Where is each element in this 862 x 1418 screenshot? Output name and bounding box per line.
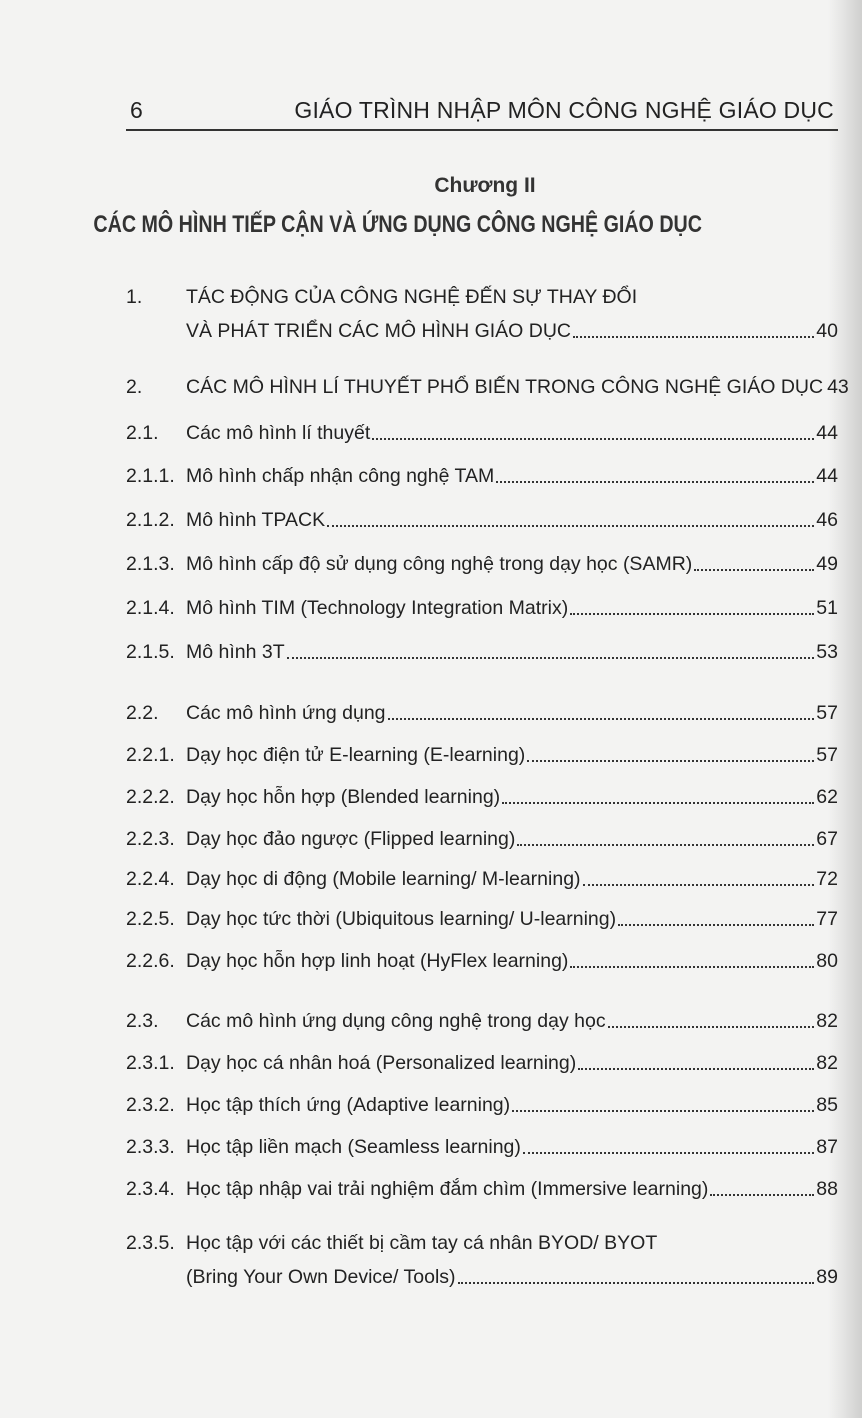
toc-entry-line	[186, 1136, 838, 1159]
dot-leader	[287, 656, 815, 659]
toc-entry-line	[186, 702, 838, 725]
toc-entry-number: 2.1.3.	[126, 553, 175, 575]
toc-entry-line	[186, 1266, 838, 1289]
toc-entry-number: 2.1.5.	[126, 641, 175, 663]
toc-entry-page: 46	[816, 509, 838, 531]
dot-leader	[517, 843, 814, 846]
dot-leader	[608, 1025, 815, 1028]
toc-entry-number: 2.2.	[126, 702, 159, 724]
toc-entry-title: CÁC MÔ HÌNH LÍ THUYẾT PHỔ BIẾN TRONG CÔNG NGHỆ GIÁO DỤC	[186, 376, 824, 398]
toc-entry-page: 43	[827, 376, 849, 398]
toc-entry-line	[186, 786, 838, 809]
toc-entry-title: Dạy học hỗn hợp (Blended learning)	[186, 786, 501, 808]
toc-entry-title: Học tập nhập vai trải nghiệm đắm chìm (Immersive learning)	[186, 1178, 709, 1200]
toc-entry-title: Học tập liền mạch (Seamless learning)	[186, 1136, 521, 1158]
toc-entry	[126, 1010, 838, 1044]
dot-leader	[458, 1281, 815, 1284]
toc-entry-title: Mô hình 3T	[186, 641, 285, 663]
toc-entry-number: 2.2.5.	[126, 908, 175, 930]
toc-entry-number: 2.2.3.	[126, 828, 175, 850]
toc-entry-title: Dạy học điện tử E-learning (E-learning)	[186, 744, 526, 766]
dot-leader	[570, 965, 814, 968]
toc-entry-title: Các mô hình lí thuyết	[186, 422, 371, 444]
toc-entry-line	[186, 1232, 838, 1255]
toc-entry	[126, 597, 838, 631]
toc-entry-line	[186, 286, 838, 309]
toc-entry	[126, 286, 838, 354]
toc-entry	[126, 744, 838, 778]
toc-entry-page: 87	[816, 1136, 838, 1158]
toc-entry-page: 57	[816, 744, 838, 766]
toc-entry-page: 80	[816, 950, 838, 972]
toc-entry-page: 44	[816, 422, 838, 444]
toc-entry-page: 62	[816, 786, 838, 808]
toc-entry-line	[186, 553, 838, 576]
toc-entry-number: 2.3.	[126, 1010, 159, 1032]
toc-entry-page: 51	[816, 597, 838, 619]
toc-entry-title: Mô hình chấp nhận công nghệ TAM	[186, 465, 495, 487]
toc-entry	[126, 553, 838, 587]
toc-entry-line	[186, 828, 838, 851]
dot-leader	[573, 335, 814, 338]
toc-entry-number: 2.3.2.	[126, 1094, 175, 1116]
dot-leader	[583, 883, 815, 886]
toc-entry-page: 89	[816, 1266, 838, 1288]
dot-leader	[578, 1067, 814, 1070]
dot-leader	[372, 437, 814, 440]
toc-entry-number: 2.	[126, 376, 143, 398]
chapter-label: Chương II	[434, 174, 536, 197]
toc-entry-page: 53	[816, 641, 838, 663]
toc-entry-title: Dạy học hỗn hợp linh hoạt (HyFlex learning)	[186, 950, 569, 972]
toc-entry-title: Học tập với các thiết bị cầm tay cá nhân BYOD/ BYOT	[186, 1232, 658, 1254]
toc-entry-line	[186, 1094, 838, 1117]
toc-entry-number: 2.1.2.	[126, 509, 175, 531]
dot-leader	[327, 524, 814, 527]
toc-entry-line	[186, 868, 838, 891]
toc-entry-title: Các mô hình ứng dụng	[186, 702, 386, 724]
toc-entry-line	[186, 1178, 838, 1201]
toc-entry-line	[186, 950, 838, 973]
toc-entry-number: 1.	[126, 286, 143, 308]
toc-entry-number: 2.3.4.	[126, 1178, 175, 1200]
book-title: GIÁO TRÌNH NHẬP MÔN CÔNG NGHỆ GIÁO DỤC	[294, 97, 834, 123]
toc-entry-page: 67	[816, 828, 838, 850]
toc-entry	[126, 828, 838, 862]
toc-entry-page: 85	[816, 1094, 838, 1116]
dot-leader	[570, 612, 814, 615]
toc-entry-page: 44	[816, 465, 838, 487]
toc-entry	[126, 509, 838, 543]
toc-entry-line	[186, 641, 838, 664]
dot-leader	[388, 717, 815, 720]
toc-entry	[126, 786, 838, 820]
toc-entry-page: 49	[816, 553, 838, 575]
toc-entry-title: Dạy học di động (Mobile learning/ M-learning)	[186, 868, 581, 890]
toc-entry	[126, 422, 838, 456]
toc-entry-line	[186, 509, 838, 532]
toc-entry-number: 2.2.1.	[126, 744, 175, 766]
toc-entry-line	[186, 320, 838, 343]
toc-entry-number: 2.3.1.	[126, 1052, 175, 1074]
toc-entry-page: 57	[816, 702, 838, 724]
toc-entry-page: 82	[816, 1052, 838, 1074]
toc-entry-page: 82	[816, 1010, 838, 1032]
toc-entry-page: 40	[816, 320, 838, 342]
toc-entry-number: 2.2.6.	[126, 950, 175, 972]
toc-entry-line	[186, 422, 838, 445]
toc-entry	[126, 908, 838, 942]
toc-entry-title: Dạy học đảo ngược (Flipped learning)	[186, 828, 516, 850]
dot-leader	[694, 568, 814, 571]
toc-entry	[126, 641, 838, 675]
toc-entry	[126, 1094, 838, 1128]
dot-leader	[618, 923, 814, 926]
toc-entry	[126, 950, 838, 984]
toc-entry-page: 88	[816, 1178, 838, 1200]
dot-leader	[496, 480, 814, 483]
dot-leader	[523, 1151, 814, 1154]
toc-entry-title: VÀ PHÁT TRIỂN CÁC MÔ HÌNH GIÁO DỤC	[186, 320, 571, 342]
toc-entry-title: Mô hình cấp độ sử dụng công nghệ trong dạy học (SAMR)	[186, 553, 693, 575]
toc-entry-line	[186, 1010, 838, 1033]
toc-entry-title: Mô hình TPACK	[186, 509, 326, 531]
toc-entry-title: Dạy học cá nhân hoá (Personalized learning)	[186, 1052, 577, 1074]
toc-entry	[126, 465, 838, 499]
toc-entry-title: Dạy học tức thời (Ubiquitous learning/ U-learning)	[186, 908, 617, 930]
toc-entry	[126, 702, 838, 736]
toc-entry	[126, 1136, 838, 1170]
chapter-title: CÁC MÔ HÌNH TIẾP CẬN VÀ ỨNG DỤNG CÔNG NGHỆ GIÁO DỤC	[93, 211, 702, 238]
toc-entry	[126, 376, 849, 410]
toc-entry-line	[186, 1052, 838, 1075]
toc-entry-title: Mô hình TIM (Technology Integration Matrix)	[186, 597, 569, 619]
toc-entry-title: (Bring Your Own Device/ Tools)	[186, 1266, 456, 1288]
page-number: 6	[130, 97, 143, 123]
toc-entry-number: 2.2.2.	[126, 786, 175, 808]
toc-entry-line	[186, 908, 838, 931]
dot-leader	[527, 759, 814, 762]
toc-entry-number: 2.1.	[126, 422, 159, 444]
toc-entry-line	[186, 376, 849, 399]
toc-entry-title: TÁC ĐỘNG CỦA CÔNG NGHỆ ĐẾN SỰ THAY ĐỔI	[186, 286, 638, 308]
dot-leader	[512, 1109, 814, 1112]
toc-entry-page: 77	[816, 908, 838, 930]
toc-entry-title: Học tập thích ứng (Adaptive learning)	[186, 1094, 511, 1116]
toc-entry-title: Các mô hình ứng dụng công nghệ trong dạy học	[186, 1010, 606, 1032]
dot-leader	[502, 801, 814, 804]
toc-entry-page: 72	[816, 868, 838, 890]
toc-entry-number: 2.2.4.	[126, 868, 175, 890]
toc-entry	[126, 1178, 838, 1212]
toc-entry-line	[186, 465, 838, 488]
toc-entry-line	[186, 597, 838, 620]
toc-entry-line	[186, 744, 838, 767]
dot-leader	[710, 1193, 814, 1196]
toc-entry	[126, 868, 838, 902]
toc-entry-number: 2.3.5.	[126, 1232, 175, 1254]
toc-entry	[126, 1232, 838, 1300]
toc-entry-number: 2.3.3.	[126, 1136, 175, 1158]
toc-entry-number: 2.1.4.	[126, 597, 175, 619]
toc-entry	[126, 1052, 838, 1086]
toc-entry-number: 2.1.1.	[126, 465, 175, 487]
running-header	[126, 93, 838, 131]
